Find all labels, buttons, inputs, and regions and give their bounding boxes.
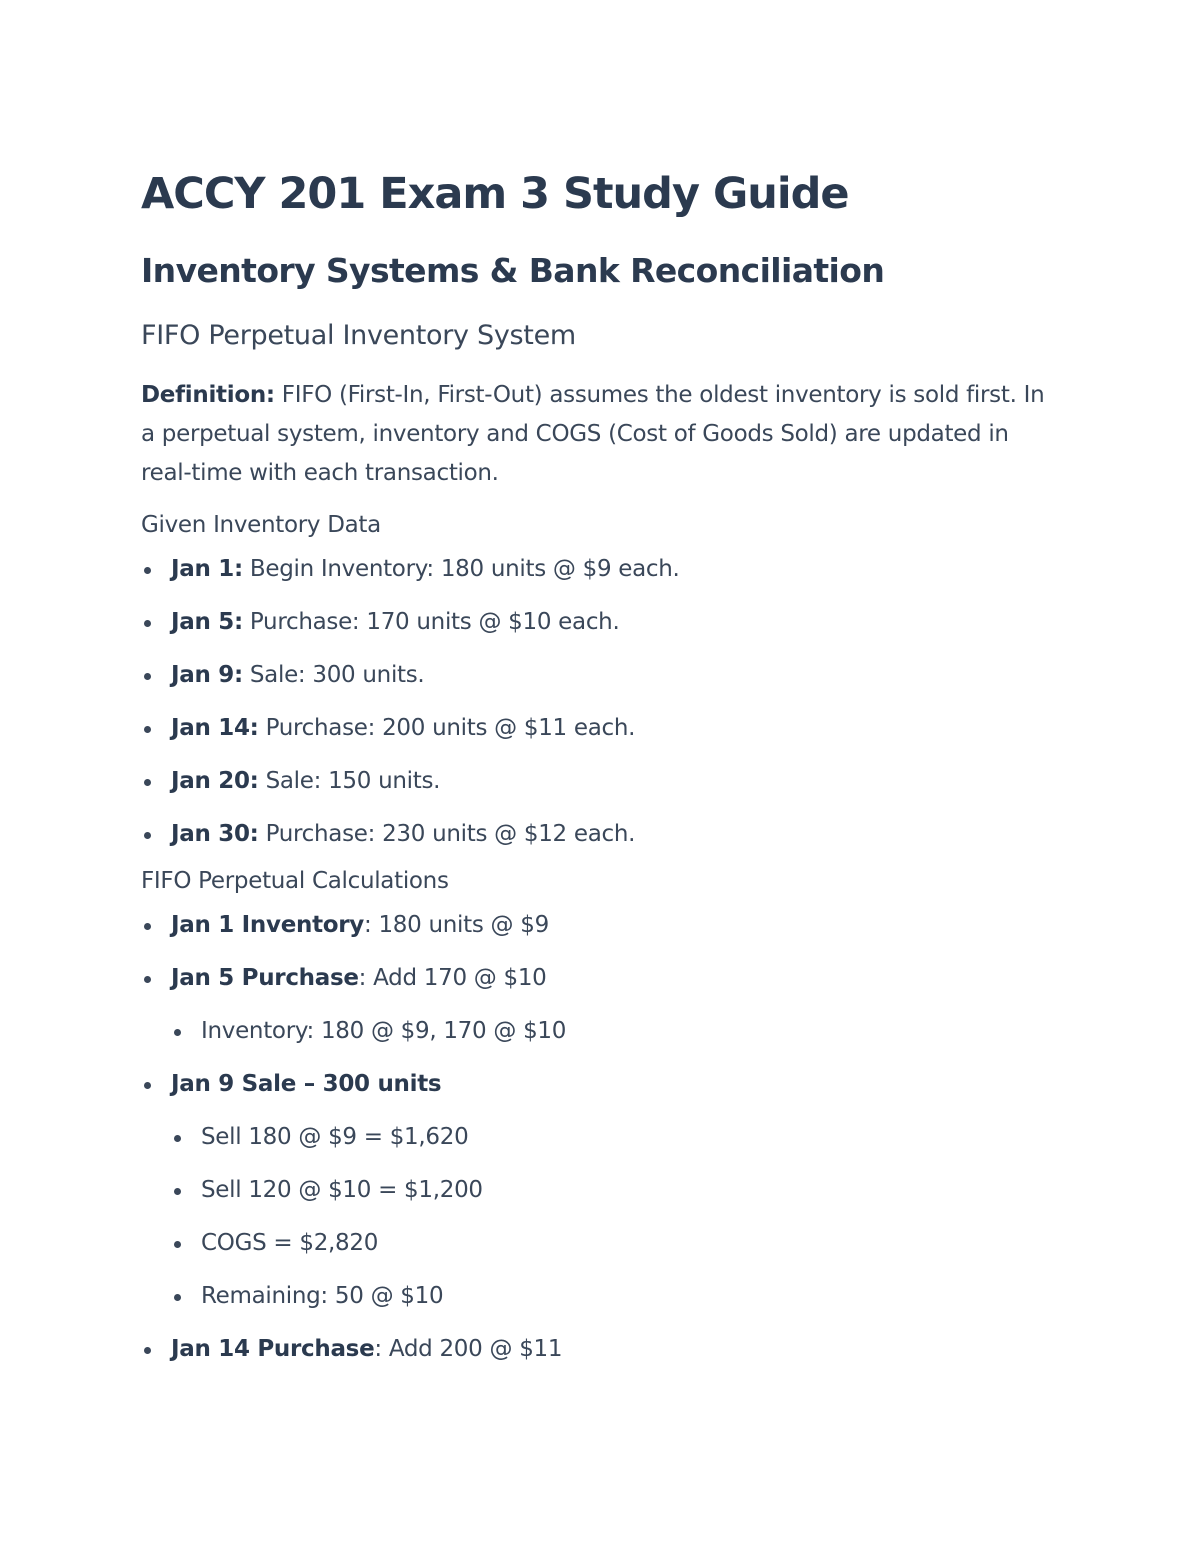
sub-list xyxy=(171,1016,1061,1046)
bullet-icon xyxy=(144,1347,151,1354)
bullet-icon xyxy=(174,1188,181,1195)
item-label: Jan 14 Purchase xyxy=(171,1336,375,1362)
sub-item-text: Sell 180 @ $9 = $1,620 xyxy=(201,1124,469,1150)
list-item xyxy=(141,766,1061,796)
given-data-heading: Given Inventory Data xyxy=(141,512,381,538)
bullet-icon xyxy=(174,1029,181,1036)
bullet-icon xyxy=(144,620,151,627)
bullet-icon xyxy=(174,1294,181,1301)
item-text: Purchase: 230 units @ $12 each. xyxy=(258,821,636,847)
sub-item-text: Inventory: 180 @ $9, 170 @ $10 xyxy=(201,1018,567,1044)
item-label: Jan 5 Purchase xyxy=(171,965,359,991)
page-title: ACCY 201 Exam 3 Study Guide xyxy=(141,169,849,219)
item-label: Jan 14: xyxy=(171,715,259,741)
list-item xyxy=(141,910,1061,940)
item-label: Jan 20: xyxy=(171,768,259,794)
bullet-icon xyxy=(144,779,151,786)
item-text: : 180 units @ $9 xyxy=(364,912,549,938)
list-item xyxy=(141,607,1061,637)
bullet-icon xyxy=(144,567,151,574)
definition-text: FIFO (First-In, First-Out) assumes the oldest inventory is sold first. In a perpetual system, inventory and COGS (Cost of Goods Sold) are updated in real-time with each transaction. xyxy=(141,382,1045,486)
calculations-heading: FIFO Perpetual Calculations xyxy=(141,868,449,894)
sub-list-item xyxy=(171,1228,1061,1258)
list-item xyxy=(141,660,1061,690)
bullet-icon xyxy=(144,832,151,839)
bullet-icon xyxy=(144,726,151,733)
list-item xyxy=(141,963,1061,1046)
sub-item-text: Remaining: 50 @ $10 xyxy=(201,1283,444,1309)
list-item xyxy=(141,1334,1061,1364)
bullet-icon xyxy=(174,1135,181,1142)
definition-paragraph xyxy=(141,376,1061,493)
list-item xyxy=(141,1069,1061,1311)
list-item xyxy=(141,819,1061,849)
item-label: Jan 30: xyxy=(171,821,259,847)
bullet-icon xyxy=(144,1082,151,1089)
sub-item-text: COGS = $2,820 xyxy=(201,1230,379,1256)
calculations-list xyxy=(141,910,1061,1364)
item-text: Begin Inventory: 180 units @ $9 each. xyxy=(242,556,680,582)
section-heading: FIFO Perpetual Inventory System xyxy=(141,320,576,351)
item-text: Sale: 300 units. xyxy=(242,662,425,688)
sub-list-item xyxy=(171,1016,1061,1046)
page-subtitle: Inventory Systems & Bank Reconciliation xyxy=(141,251,885,290)
item-text: : Add 200 @ $11 xyxy=(374,1336,563,1362)
item-text: Purchase: 170 units @ $10 each. xyxy=(242,609,620,635)
item-label: Jan 5: xyxy=(171,609,243,635)
item-label: Jan 9: xyxy=(171,662,243,688)
sub-item-text: Sell 120 @ $10 = $1,200 xyxy=(201,1177,483,1203)
sub-list-item xyxy=(171,1175,1061,1205)
item-label: Jan 9 Sale – 300 units xyxy=(171,1071,442,1097)
bullet-icon xyxy=(174,1241,181,1248)
document-page xyxy=(141,165,1061,1364)
bullet-icon xyxy=(144,976,151,983)
list-item xyxy=(141,554,1061,584)
item-text: Purchase: 200 units @ $11 each. xyxy=(258,715,636,741)
item-label: Jan 1: xyxy=(171,556,243,582)
item-label: Jan 1 Inventory xyxy=(171,912,364,938)
bullet-icon xyxy=(144,923,151,930)
list-item xyxy=(141,713,1061,743)
item-text: : Add 170 @ $10 xyxy=(358,965,547,991)
bullet-icon xyxy=(144,673,151,680)
definition-label: Definition: xyxy=(141,382,275,408)
sub-list-item xyxy=(171,1281,1061,1311)
given-data-list xyxy=(141,554,1061,849)
item-text: Sale: 150 units. xyxy=(258,768,441,794)
sub-list xyxy=(171,1122,1061,1311)
sub-list-item xyxy=(171,1122,1061,1152)
